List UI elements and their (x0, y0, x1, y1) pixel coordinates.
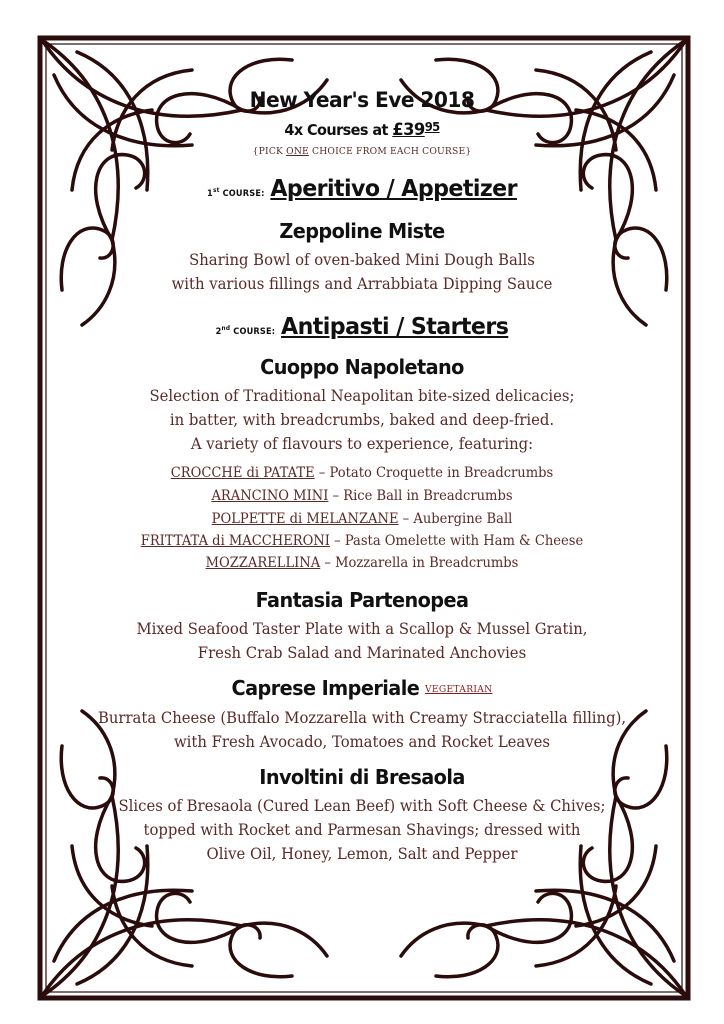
dish-name: Zeppoline Miste (279, 219, 445, 243)
course-1-heading: 1st COURSE: Aperitivo / Appetizer (207, 176, 517, 202)
dish-desc-line: A variety of flavours to experience, featuring: (190, 435, 534, 453)
dish-desc-line: Mixed Seafood Taster Plate with a Scallop & Mussel Gratin, (136, 620, 588, 638)
course-2-heading: 2nd COURSE: Antipasti / Starters (215, 314, 509, 340)
dish-name: Caprese Imperiale VEGETARIAN (231, 676, 493, 700)
course-2-name: Antipasti / Starters (281, 314, 509, 340)
list-item: POLPETTE di MELANZANE – Aubergine Ball (211, 511, 513, 527)
list-item: ARANCINO MINI – Rice Ball in Breadcrumbs (211, 488, 513, 504)
list-item: MOZZARELLINA – Mozzarella in Breadcrumbs (205, 555, 519, 571)
dish-desc-line: Burrata Cheese (Buffalo Mozzarella with Creamy Stracciatella filling), (97, 709, 627, 727)
dish-desc-line: Selection of Traditional Neapolitan bite-sized delicacies; (149, 387, 575, 405)
dish-desc-line: Sharing Bowl of oven-baked Mini Dough Balls (189, 251, 535, 269)
dish-desc-line: with various fillings and Arrabbiata Dipping Sauce (171, 275, 553, 293)
dish-desc-line: with Fresh Avocado, Tomatoes and Rocket Leaves (173, 733, 551, 751)
list-item: FRITTATA di MACCHERONI – Pasta Omelette with Ham & Cheese (140, 533, 584, 549)
list-item: CROCCHÉ di PATATE – Potato Croquette in Breadcrumbs (170, 465, 554, 481)
dish-desc-line: in batter, with breadcrumbs, baked and deep-fried. (169, 411, 555, 429)
price-line (52, 120, 672, 140)
dish-desc-line: Slices of Bresaola (Cured Lean Beef) with Soft Cheese & Chives; (118, 797, 606, 815)
courses-text: Courses at (307, 121, 388, 139)
dish-name: Cuoppo Napoletano (260, 355, 464, 379)
dish-name: Involtini di Bresaola (259, 765, 465, 789)
vegetarian-tag: VEGETARIAN (424, 684, 493, 695)
courses-count: 4x (284, 121, 303, 139)
menu-title: New Year's Eve 2018 (249, 88, 475, 112)
price-pence: 95 (424, 120, 440, 134)
course-1-name: Aperitivo / Appetizer (270, 176, 517, 202)
dish-desc-line: Olive Oil, Honey, Lemon, Salt and Pepper (206, 845, 518, 863)
dish-desc-line: Fresh Crab Salad and Marinated Anchovies (197, 644, 527, 662)
pick-emphasis: ONE (286, 146, 309, 157)
pick-instruction: {PICK ONE CHOICE FROM EACH COURSE} (252, 146, 472, 157)
dish-desc-line: topped with Rocket and Parmesan Shavings; dressed with (143, 821, 581, 839)
price-main: £39 (392, 120, 425, 140)
dish-name: Fantasia Partenopea (255, 588, 469, 612)
